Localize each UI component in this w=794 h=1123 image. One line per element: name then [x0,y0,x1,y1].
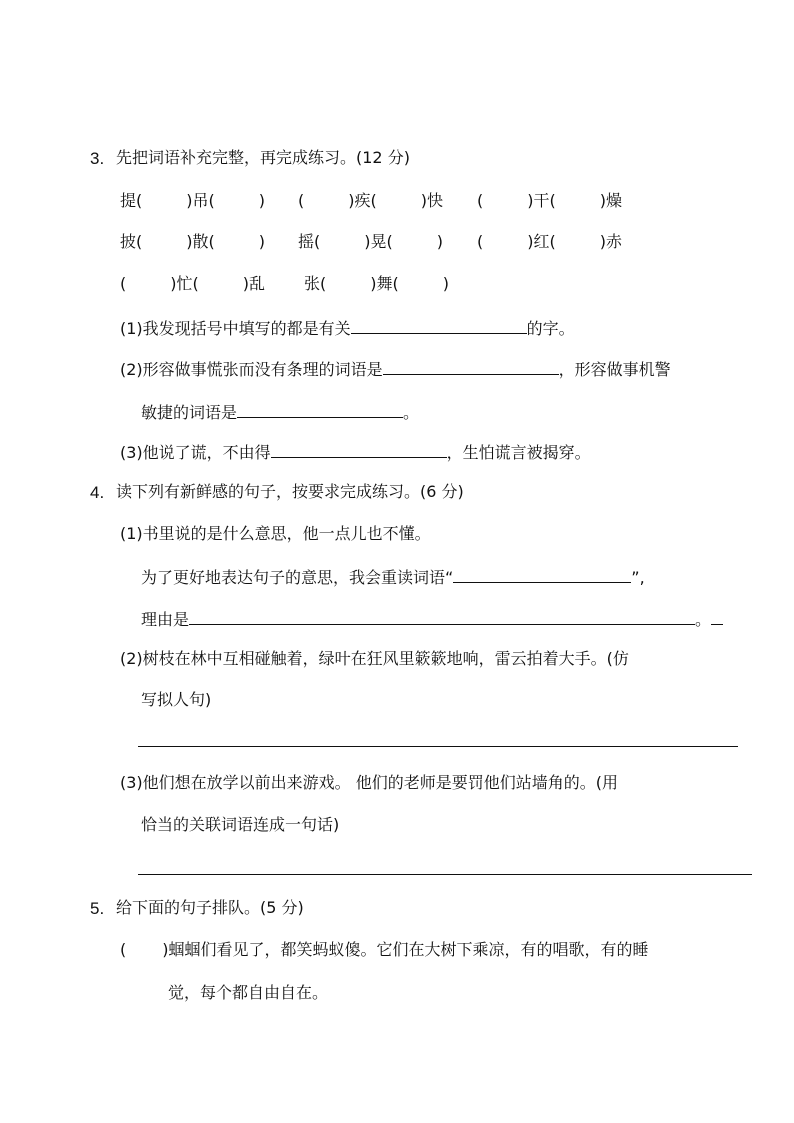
word-part: )忙( [170,274,199,293]
q5-title: 给下面的句子排队。(5 分) [116,898,304,917]
prompt-text: (2)形容做事慌张而没有条理的词语是 [120,360,383,379]
prompt-text: (1)我发现括号中填写的都是有关 [120,319,351,338]
q4-s2: (2)树枝在林中互相碰触着，绿叶在狂风里簌簌地响，雷云拍着大手。(仿 [120,649,629,668]
q3-sub2 [120,359,671,378]
q3-sub3 [120,442,591,461]
q3-sub2-line2 [141,402,419,421]
prompt-text: ，形容做事机警 [558,360,671,379]
answer-line[interactable] [271,442,447,458]
prompt-text: 理由是 [141,610,190,629]
prompt-text: 的字。 [526,319,575,338]
q3-sub1 [120,318,575,337]
word-part: )舞( [370,274,399,293]
q4-s1-line2 [141,567,645,586]
prompt-text: (3)他说了谎，不由得 [120,443,271,462]
q3-row2-word2 [298,234,443,250]
word-part: ) [442,274,449,293]
q5-item [120,942,649,958]
q3-number: 3. [90,149,105,168]
word-part: )吊( [186,191,215,210]
prompt-text: ，生怕谎言被揭穿。 [446,443,591,462]
q5-number: 5. [90,899,105,918]
word-part: 张( [304,274,327,293]
q3-row1-word1 [120,193,265,209]
answer-line[interactable] [711,609,723,625]
q3-row3-word1 [120,276,265,292]
paren-close: ) [162,940,169,959]
word-part: )干( [527,191,556,210]
q3-row3-word2 [304,276,449,292]
q4-s3: (3)他们想在放学以前出来游戏。 他们的老师是要罚他们站墙角的。(用 [120,773,618,792]
q3-row1-word2 [298,193,443,209]
word-part: 披( [120,232,143,251]
answer-line[interactable] [237,402,403,418]
q3-row2-word3 [477,234,622,250]
prompt-text: 。 [695,610,712,629]
word-part: ( [477,232,484,251]
q4-s1-line3 [141,609,723,628]
word-part: ( [298,191,305,210]
q3-row2-word1 [120,234,265,250]
q5-item-line2: 觉，每个都自由自在。 [168,983,329,1002]
word-part: ( [477,191,484,210]
word-part: ) [436,232,443,251]
q3-title: 先把词语补充完整，再完成练习。(12 分) [116,148,410,167]
prompt-text: 敏捷的词语是 [141,403,238,422]
word-part: )疾( [348,191,377,210]
word-part: )红( [527,232,556,251]
q4-s2-line2: 写拟人句) [141,690,212,709]
word-part: ) [258,191,265,210]
paren-open: ( [120,940,127,959]
word-part: )乱 [242,274,265,293]
word-part: )晃( [364,232,393,251]
word-part: ( [120,274,127,293]
q4-title: 读下列有新鲜感的句子，按要求完成练习。(6 分) [116,482,464,501]
q3-row1-word3 [477,193,622,209]
word-part: )燥 [599,191,622,210]
answer-line[interactable] [383,359,559,375]
answer-line[interactable] [351,318,527,334]
word-part: )散( [186,232,215,251]
word-part: 摇( [298,232,321,251]
prompt-text: 为了更好地表达句子的意思，我会重读词语“ [141,568,454,587]
sentence-text: 蝈蝈们看见了，都笑蚂蚁傻。它们在大树下乘凉，有的唱歌，有的睡 [168,940,649,959]
word-part: 提( [120,191,143,210]
q4-number: 4. [90,483,105,502]
word-part: )赤 [599,232,622,251]
q4-s3-line2: 恰当的关联词语连成一句话) [141,815,340,834]
q4-s2-answer-line[interactable] [138,746,738,747]
word-part: ) [258,232,265,251]
answer-line[interactable] [453,567,631,583]
prompt-text: ”, [631,568,645,587]
q4-s3-answer-line[interactable] [138,874,752,875]
answer-line[interactable] [189,609,695,625]
q4-s1: (1)书里说的是什么意思，他一点儿也不懂。 [120,524,431,543]
prompt-text: 。 [403,403,420,422]
word-part: )快 [420,191,443,210]
